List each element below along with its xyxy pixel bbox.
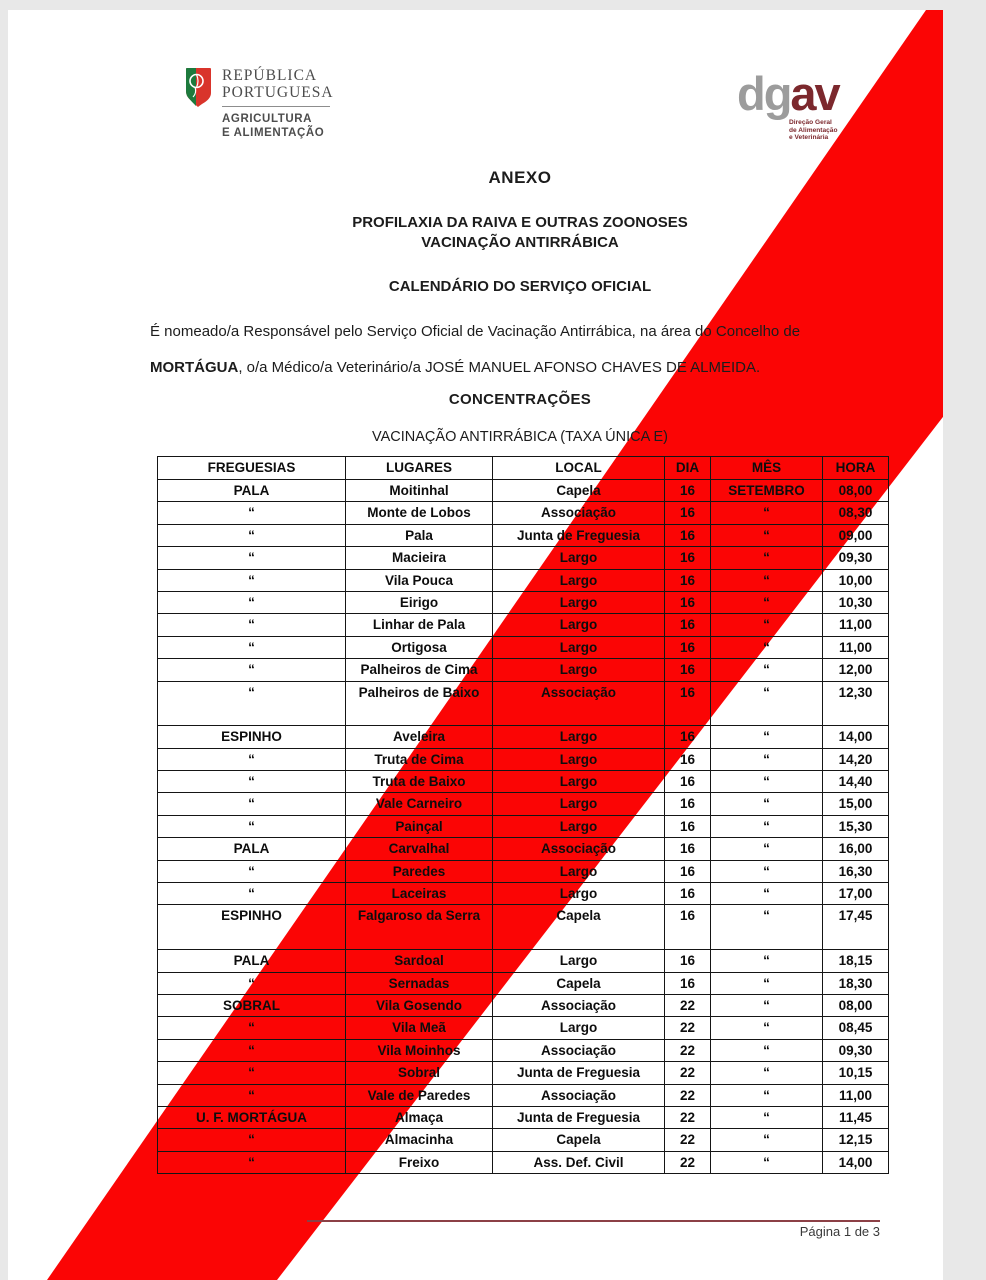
footer-rule	[307, 1220, 880, 1222]
cell-lugar: Laceiras	[346, 883, 493, 905]
cell-local: Largo	[493, 883, 665, 905]
cell-mes: “	[711, 815, 823, 837]
cell-freguesia: “	[158, 793, 346, 815]
appointment-paragraph-line2	[150, 359, 890, 376]
cell-freguesia: “	[158, 771, 346, 793]
dgav-logo-subtitle	[789, 119, 839, 142]
cell-mes: “	[711, 860, 823, 882]
cell-lugar: Aveleira	[346, 726, 493, 748]
cell-freguesia: “	[158, 1084, 346, 1106]
cell-mes: “	[711, 1039, 823, 1061]
cell-dia: 22	[665, 1151, 711, 1173]
cell-local: Largo	[493, 815, 665, 837]
cell-freguesia: “	[158, 659, 346, 681]
table-row	[158, 793, 889, 815]
cell-freguesia: “	[158, 972, 346, 994]
cell-mes: “	[711, 950, 823, 972]
vaccination-schedule-table	[157, 456, 889, 1174]
cell-hora: 10,00	[823, 569, 889, 591]
cell-dia: 16	[665, 659, 711, 681]
cell-local: Largo	[493, 1017, 665, 1039]
table-row	[158, 1084, 889, 1106]
cell-freguesia: U. F. MORTÁGUA	[158, 1106, 346, 1128]
cell-mes: “	[711, 569, 823, 591]
table-row	[158, 950, 889, 972]
table-row	[158, 726, 889, 748]
cell-mes: “	[711, 793, 823, 815]
column-header-freguesias: FREGUESIAS	[158, 457, 346, 480]
cell-mes: “	[711, 524, 823, 546]
cell-lugar: Ortigosa	[346, 636, 493, 658]
document-page	[8, 10, 943, 1280]
dgav-subtitle-line1: Direção Geral	[789, 119, 832, 126]
cell-local: Capela	[493, 905, 665, 950]
cell-lugar: Truta de Cima	[346, 748, 493, 770]
cell-mes: “	[711, 502, 823, 524]
cell-freguesia: ESPINHO	[158, 726, 346, 748]
table-row	[158, 569, 889, 591]
cell-freguesia: “	[158, 815, 346, 837]
cell-hora: 11,45	[823, 1106, 889, 1128]
cell-freguesia: “	[158, 547, 346, 569]
cell-lugar: Sobral	[346, 1062, 493, 1084]
cell-lugar: Vila Gosendo	[346, 995, 493, 1017]
cell-freguesia: “	[158, 1062, 346, 1084]
cell-dia: 22	[665, 1039, 711, 1061]
subtitle-profilaxia: PROFILAXIA DA RAIVA E OUTRAS ZOONOSES	[352, 214, 688, 231]
table-row	[158, 972, 889, 994]
cell-freguesia: “	[158, 681, 346, 726]
cell-local: Junta de Freguesia	[493, 524, 665, 546]
cell-hora: 11,00	[823, 614, 889, 636]
table-row	[158, 1062, 889, 1084]
cell-local: Capela	[493, 480, 665, 502]
cell-local: Capela	[493, 972, 665, 994]
cell-freguesia: “	[158, 1039, 346, 1061]
gov-logo-divider	[222, 106, 330, 107]
cell-lugar: Almacinha	[346, 1129, 493, 1151]
cell-mes: “	[711, 1062, 823, 1084]
cell-hora: 09,30	[823, 547, 889, 569]
cell-dia: 16	[665, 681, 711, 726]
cell-local: Largo	[493, 636, 665, 658]
cell-freguesia: “	[158, 524, 346, 546]
cell-hora: 12,00	[823, 659, 889, 681]
portugal-flag-icon	[185, 67, 212, 108]
cell-freguesia: “	[158, 1151, 346, 1173]
table-row	[158, 748, 889, 770]
cell-lugar: Macieira	[346, 547, 493, 569]
cell-local: Associação	[493, 995, 665, 1017]
cell-lugar: Vale Carneiro	[346, 793, 493, 815]
cell-lugar: Carvalhal	[346, 838, 493, 860]
cell-freguesia: “	[158, 502, 346, 524]
gov-logo-text	[222, 67, 334, 140]
cell-hora: 17,00	[823, 883, 889, 905]
cell-local: Junta de Freguesia	[493, 1106, 665, 1128]
cell-freguesia: “	[158, 614, 346, 636]
cell-hora: 09,30	[823, 1039, 889, 1061]
cell-mes: “	[711, 1129, 823, 1151]
cell-local: Junta de Freguesia	[493, 1062, 665, 1084]
cell-hora: 09,00	[823, 524, 889, 546]
cell-hora: 16,30	[823, 860, 889, 882]
table-row	[158, 838, 889, 860]
cell-local: Associação	[493, 838, 665, 860]
cell-dia: 22	[665, 1129, 711, 1151]
cell-hora: 14,20	[823, 748, 889, 770]
cell-mes: SETEMBRO	[711, 480, 823, 502]
cell-hora: 17,45	[823, 905, 889, 950]
cell-dia: 16	[665, 860, 711, 882]
schedule-table-body	[158, 480, 889, 1174]
cell-local: Largo	[493, 547, 665, 569]
section-title-concentracoes: CONCENTRAÇÕES	[448, 391, 592, 408]
dgav-subtitle-line2: de Alimentação	[789, 126, 838, 134]
cell-lugar: Palheiros de Baixo	[346, 681, 493, 726]
table-row	[158, 1017, 889, 1039]
gov-ministry-line1: AGRICULTURA	[222, 113, 313, 125]
cell-local: Largo	[493, 659, 665, 681]
cell-dia: 22	[665, 1017, 711, 1039]
table-row	[158, 1151, 889, 1173]
cell-mes: “	[711, 591, 823, 613]
cell-local: Largo	[493, 614, 665, 636]
republica-portuguesa-logo	[185, 67, 334, 140]
cell-lugar: Freixo	[346, 1151, 493, 1173]
cell-hora: 11,00	[823, 1084, 889, 1106]
cell-local: Largo	[493, 591, 665, 613]
cell-local: Associação	[493, 502, 665, 524]
table-row	[158, 883, 889, 905]
cell-local: Largo	[493, 726, 665, 748]
table-row	[158, 771, 889, 793]
appointment-paragraph-line1: É nomeado/a Responsável pelo Serviço Oficial de Vacinação Antirrábica, na área do Concelho de	[150, 323, 801, 340]
subtitle-calendario: CALENDÁRIO DO SERVIÇO OFICIAL	[388, 278, 652, 295]
cell-local: Associação	[493, 1039, 665, 1061]
cell-hora: 14,00	[823, 1151, 889, 1173]
cell-lugar: Falgaroso da Serra	[346, 905, 493, 950]
column-header-mes: MÊS	[711, 457, 823, 480]
column-header-hora: HORA	[823, 457, 889, 480]
cell-lugar: Sardoal	[346, 950, 493, 972]
table-row	[158, 905, 889, 950]
cell-dia: 16	[665, 726, 711, 748]
table-row	[158, 502, 889, 524]
cell-mes: “	[711, 771, 823, 793]
cell-freguesia: “	[158, 569, 346, 591]
cell-dia: 22	[665, 995, 711, 1017]
cell-hora: 08,45	[823, 1017, 889, 1039]
cell-freguesia: “	[158, 1129, 346, 1151]
cell-lugar: Sernadas	[346, 972, 493, 994]
cell-local: Largo	[493, 793, 665, 815]
cell-freguesia: ESPINHO	[158, 905, 346, 950]
cell-lugar: Palheiros de Cima	[346, 659, 493, 681]
cell-local: Capela	[493, 1129, 665, 1151]
cell-freguesia: PALA	[158, 480, 346, 502]
cell-dia: 16	[665, 480, 711, 502]
cell-freguesia: “	[158, 860, 346, 882]
column-header-dia: DIA	[665, 457, 711, 480]
cell-dia: 16	[665, 614, 711, 636]
document-title: ANEXO	[488, 168, 552, 187]
cell-mes: “	[711, 1017, 823, 1039]
cell-dia: 16	[665, 569, 711, 591]
table-row	[158, 480, 889, 502]
cell-dia: 16	[665, 838, 711, 860]
cell-mes: “	[711, 659, 823, 681]
cell-mes: “	[711, 726, 823, 748]
cell-lugar: Painçal	[346, 815, 493, 837]
cell-dia: 22	[665, 1106, 711, 1128]
cell-hora: 18,30	[823, 972, 889, 994]
cell-mes: “	[711, 614, 823, 636]
cell-dia: 16	[665, 502, 711, 524]
cell-freguesia: “	[158, 1017, 346, 1039]
cell-lugar: Linhar de Pala	[346, 614, 493, 636]
gov-ministry-line2: E ALIMENTAÇÃO	[222, 126, 325, 139]
cell-lugar: Pala	[346, 524, 493, 546]
cell-dia: 16	[665, 771, 711, 793]
cell-lugar: Paredes	[346, 860, 493, 882]
page-number-label: Página 1 de 3	[799, 1224, 880, 1239]
table-row	[158, 524, 889, 546]
cell-dia: 16	[665, 905, 711, 950]
table-caption: VACINAÇÃO ANTIRRÁBICA (TAXA ÚNICA E)	[372, 429, 668, 445]
cell-dia: 16	[665, 748, 711, 770]
cell-dia: 16	[665, 591, 711, 613]
cell-hora: 15,00	[823, 793, 889, 815]
dgav-logo-av: av	[790, 67, 839, 120]
cell-dia: 16	[665, 972, 711, 994]
cell-hora: 10,15	[823, 1062, 889, 1084]
cell-local: Largo	[493, 771, 665, 793]
cell-dia: 16	[665, 793, 711, 815]
cell-mes: “	[711, 883, 823, 905]
cell-hora: 10,30	[823, 591, 889, 613]
table-row	[158, 1039, 889, 1061]
cell-lugar: Eirigo	[346, 591, 493, 613]
cell-hora: 12,30	[823, 681, 889, 726]
cell-local: Largo	[493, 569, 665, 591]
cell-dia: 16	[665, 815, 711, 837]
table-row	[158, 681, 889, 726]
cell-lugar: Monte de Lobos	[346, 502, 493, 524]
cell-lugar: Almaça	[346, 1106, 493, 1128]
cell-local: Largo	[493, 860, 665, 882]
cell-dia: 22	[665, 1084, 711, 1106]
table-row	[158, 860, 889, 882]
cell-lugar: Moitinhal	[346, 480, 493, 502]
cell-freguesia: PALA	[158, 838, 346, 860]
cell-freguesia: “	[158, 591, 346, 613]
cell-hora: 08,30	[823, 502, 889, 524]
cell-lugar: Vila Meã	[346, 1017, 493, 1039]
cell-hora: 11,00	[823, 636, 889, 658]
cell-freguesia: PALA	[158, 950, 346, 972]
table-row	[158, 547, 889, 569]
cell-freguesia: “	[158, 883, 346, 905]
cell-hora: 14,40	[823, 771, 889, 793]
cell-local: Largo	[493, 950, 665, 972]
gov-title-line1: REPÚBLICA	[222, 67, 318, 84]
subtitle-vacinacao: VACINAÇÃO ANTIRRÁBICA	[421, 234, 619, 251]
cell-mes: “	[711, 838, 823, 860]
table-row	[158, 659, 889, 681]
cell-local: Associação	[493, 1084, 665, 1106]
cell-lugar: Vale de Paredes	[346, 1084, 493, 1106]
cell-mes: “	[711, 905, 823, 950]
cell-dia: 16	[665, 547, 711, 569]
cell-mes: “	[711, 995, 823, 1017]
column-header-lugares: LUGARES	[346, 457, 493, 480]
cell-freguesia: “	[158, 636, 346, 658]
dgav-logo	[737, 67, 839, 142]
cell-mes: “	[711, 1084, 823, 1106]
page-content	[8, 10, 943, 1280]
cell-dia: 16	[665, 524, 711, 546]
cell-mes: “	[711, 547, 823, 569]
cell-dia: 16	[665, 950, 711, 972]
column-header-local: LOCAL	[493, 457, 665, 480]
table-row	[158, 995, 889, 1017]
cell-mes: “	[711, 681, 823, 726]
cell-mes: “	[711, 1151, 823, 1173]
cell-lugar: Vila Pouca	[346, 569, 493, 591]
cell-freguesia: SOBRAL	[158, 995, 346, 1017]
appointment-paragraph-line2-rest: , o/a Médico/a Veterinário/a JOSÉ MANUEL AFONSO CHAVES DE ALMEIDA.	[238, 359, 761, 376]
table-row	[158, 614, 889, 636]
municipality-name: MORTÁGUA	[150, 359, 239, 376]
cell-hora: 15,30	[823, 815, 889, 837]
cell-dia: 16	[665, 883, 711, 905]
table-row	[158, 591, 889, 613]
cell-dia: 16	[665, 636, 711, 658]
cell-hora: 08,00	[823, 995, 889, 1017]
cell-freguesia: “	[158, 748, 346, 770]
table-header-row	[158, 457, 889, 480]
cell-mes: “	[711, 636, 823, 658]
cell-local: Associação	[493, 681, 665, 726]
cell-hora: 14,00	[823, 726, 889, 748]
cell-hora: 18,15	[823, 950, 889, 972]
cell-mes: “	[711, 1106, 823, 1128]
cell-mes: “	[711, 748, 823, 770]
cell-local: Largo	[493, 748, 665, 770]
cell-hora: 08,00	[823, 480, 889, 502]
cell-lugar: Vila Moinhos	[346, 1039, 493, 1061]
table-row	[158, 1106, 889, 1128]
table-row	[158, 1129, 889, 1151]
dgav-subtitle-line3: e Veterinária	[789, 134, 829, 142]
table-row	[158, 636, 889, 658]
cell-hora: 12,15	[823, 1129, 889, 1151]
gov-title-line2: PORTUGUESA	[222, 84, 334, 101]
cell-hora: 16,00	[823, 838, 889, 860]
cell-lugar: Truta de Baixo	[346, 771, 493, 793]
cell-local: Ass. Def. Civil	[493, 1151, 665, 1173]
cell-mes: “	[711, 972, 823, 994]
cell-dia: 22	[665, 1062, 711, 1084]
dgav-logo-dg: dg	[737, 67, 791, 120]
table-row	[158, 815, 889, 837]
